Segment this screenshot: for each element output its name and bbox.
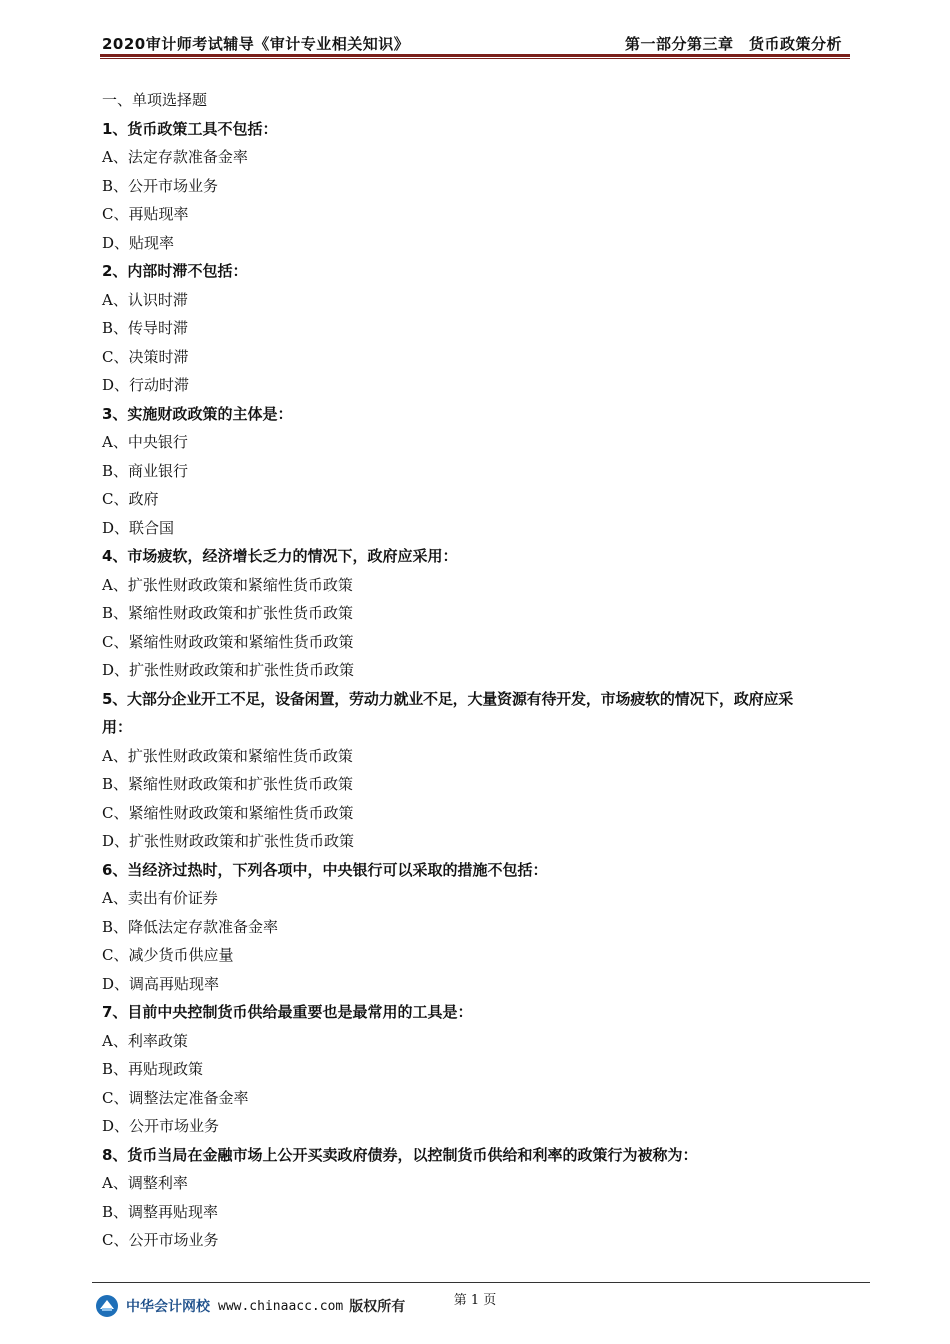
option-2d: D、行动时滞 bbox=[102, 376, 190, 394]
question-5-line2: 用： bbox=[102, 718, 133, 736]
header-rule-thick bbox=[100, 54, 850, 57]
question-6: 6、当经济过热时，下列各项中，中央银行可以采取的措施不包括： bbox=[102, 860, 548, 879]
option-4b: B、紧缩性财政政策和扩张性货币政策 bbox=[102, 604, 354, 622]
option-6b: B、降低法定存款准备金率 bbox=[102, 917, 279, 936]
footer-url[interactable]: www.chinaacc.com bbox=[218, 1298, 344, 1314]
option-4a: A、扩张性财政政策和紧缩性货币政策 bbox=[102, 575, 353, 594]
header-rule-thin bbox=[100, 58, 850, 59]
option-6a: A、卖出有价证券 bbox=[102, 889, 218, 907]
page-footer bbox=[96, 1293, 405, 1319]
option-2b: B、传导时滞 bbox=[102, 319, 189, 337]
question-1: 1、货币政策工具不包括： bbox=[102, 119, 278, 138]
option-5c: C、紧缩性财政政策和紧缩性货币政策 bbox=[102, 803, 354, 822]
option-3c: C、政府 bbox=[102, 490, 159, 508]
footer-rights: 版权所有 bbox=[349, 1299, 406, 1315]
option-3b: B、商业银行 bbox=[102, 461, 189, 480]
option-2c: C、决策时滞 bbox=[102, 347, 189, 366]
question-5-line1: 5、大部分企业开工不足，设备闲置，劳动力就业不足，大量资源有待开发，市场疲软的情况下，政府应采 bbox=[102, 689, 794, 708]
question-3: 3、实施财政政策的主体是： bbox=[102, 404, 293, 423]
option-7d: D、公开市场业务 bbox=[102, 1117, 220, 1135]
option-8a: A、调整利率 bbox=[102, 1174, 188, 1192]
section-title: 一、单项选择题 bbox=[102, 91, 208, 109]
option-7b: B、再贴现政策 bbox=[102, 1060, 204, 1078]
header-title: 2020审计师考试辅导《审计专业相关知识》 bbox=[102, 35, 410, 53]
option-1b: B、公开市场业务 bbox=[102, 176, 219, 195]
option-6d: D、调高再贴现率 bbox=[102, 974, 220, 993]
footer-rule bbox=[92, 1282, 870, 1283]
option-6c: C、减少货币供应量 bbox=[102, 946, 234, 964]
option-7a: A、利率政策 bbox=[102, 1031, 188, 1050]
question-2: 2、内部时滞不包括： bbox=[102, 262, 248, 280]
header-chapter: 第一部分第三章 货币政策分析 bbox=[624, 35, 842, 53]
option-1c: C、再贴现率 bbox=[102, 205, 189, 223]
option-1d: D、贴现率 bbox=[102, 233, 175, 252]
option-7c: C、调整法定准备金率 bbox=[102, 1088, 249, 1107]
option-4c: C、紧缩性财政政策和紧缩性货币政策 bbox=[102, 632, 354, 651]
document-body bbox=[102, 86, 852, 1255]
option-3d: D、联合国 bbox=[102, 518, 175, 537]
option-5d: D、扩张性财政政策和扩张性货币政策 bbox=[102, 832, 355, 850]
option-5a: A、扩张性财政政策和紧缩性货币政策 bbox=[102, 746, 353, 765]
page-number: 第 1 页 bbox=[453, 1293, 497, 1308]
question-7: 7、目前中央控制货币供给最重要也是最常用的工具是： bbox=[102, 1003, 473, 1021]
option-4d: D、扩张性财政政策和扩张性货币政策 bbox=[102, 661, 355, 679]
option-1a: A、法定存款准备金率 bbox=[102, 148, 248, 166]
question-8: 8、货币当局在金融市场上公开买卖政府债券，以控制货币供给和利率的政策行为被称为： bbox=[102, 1145, 698, 1164]
chinaacc-logo-icon bbox=[96, 1295, 118, 1317]
option-8b: B、调整再贴现率 bbox=[102, 1202, 219, 1221]
question-4: 4、市场疲软，经济增长乏力的情况下，政府应采用： bbox=[102, 547, 458, 565]
footer-brand: 中华会计网校 bbox=[126, 1299, 210, 1315]
page-header bbox=[100, 30, 850, 54]
option-8c: C、公开市场业务 bbox=[102, 1231, 219, 1249]
option-5b: B、紧缩性财政政策和扩张性货币政策 bbox=[102, 775, 354, 793]
option-2a: A、认识时滞 bbox=[102, 290, 188, 309]
option-3a: A、中央银行 bbox=[102, 433, 188, 451]
